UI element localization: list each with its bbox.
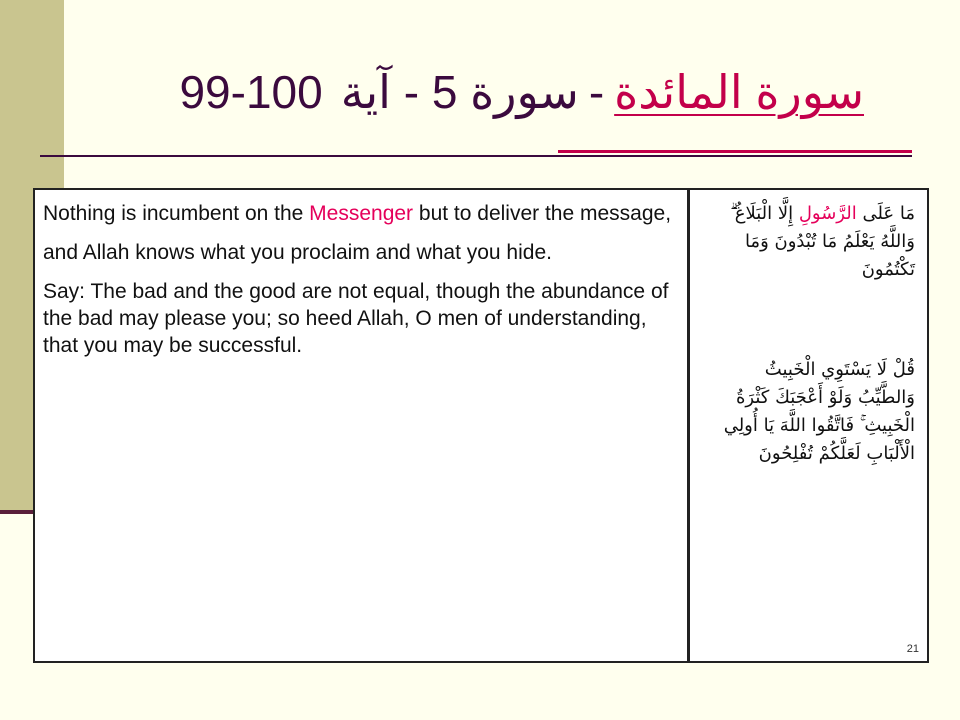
english-text: but to deliver the message, — [413, 202, 672, 225]
rasul-highlight: الرَّسُولِ — [798, 203, 857, 224]
arabic-text-cell — [703, 200, 915, 468]
arabic-text: إِلَّا الْبَلَاغُ ۗ وَاللَّهُ يَعْلَمُ مَا تُبْدُونَ وَمَا تَكْتُمُونَ — [730, 203, 915, 280]
english-paragraph-2: and Allah knows what you proclaim and what you hide. — [43, 241, 552, 264]
title-verse-range: 99-100 — [179, 66, 323, 118]
arabic-verse-100: قُلْ لَا يَسْتَوِي الْخَبِيثُ وَالطَّيِّبُ وَلَوْ أَعْجَبَكَ كَثْرَةُ الْخَبِيثِ ۚ فَاتَّقُوا اللَّهَ يَا أُولِي الْأَلْبَابِ لَعَلَّكُمْ تُفْلِحُونَ — [723, 359, 915, 464]
title-separator: - — [588, 66, 605, 118]
english-text: Nothing is incumbent on the — [43, 202, 310, 225]
arabic-text: مَا عَلَى — [856, 203, 915, 224]
english-paragraph-3: Say: The bad and the good are not equal, though the abundance of the bad may please you; so heed Allah, O men of understanding, that you may be successful. — [43, 280, 669, 357]
english-translation-cell — [43, 200, 673, 371]
title-surah-link[interactable]: سورة المائدة — [614, 66, 864, 118]
slide-title — [100, 62, 864, 122]
column-divider — [687, 190, 690, 661]
title-surah-ref: سورة 5 - آية — [340, 66, 579, 118]
english-paragraph-1 — [43, 200, 673, 227]
translation-table — [33, 188, 929, 663]
messenger-highlight: Messenger — [309, 202, 414, 225]
arabic-verse-99 — [703, 200, 915, 284]
page-number: 21 — [906, 643, 919, 655]
title-divider-line — [40, 155, 912, 157]
title-accent-line — [558, 150, 912, 153]
